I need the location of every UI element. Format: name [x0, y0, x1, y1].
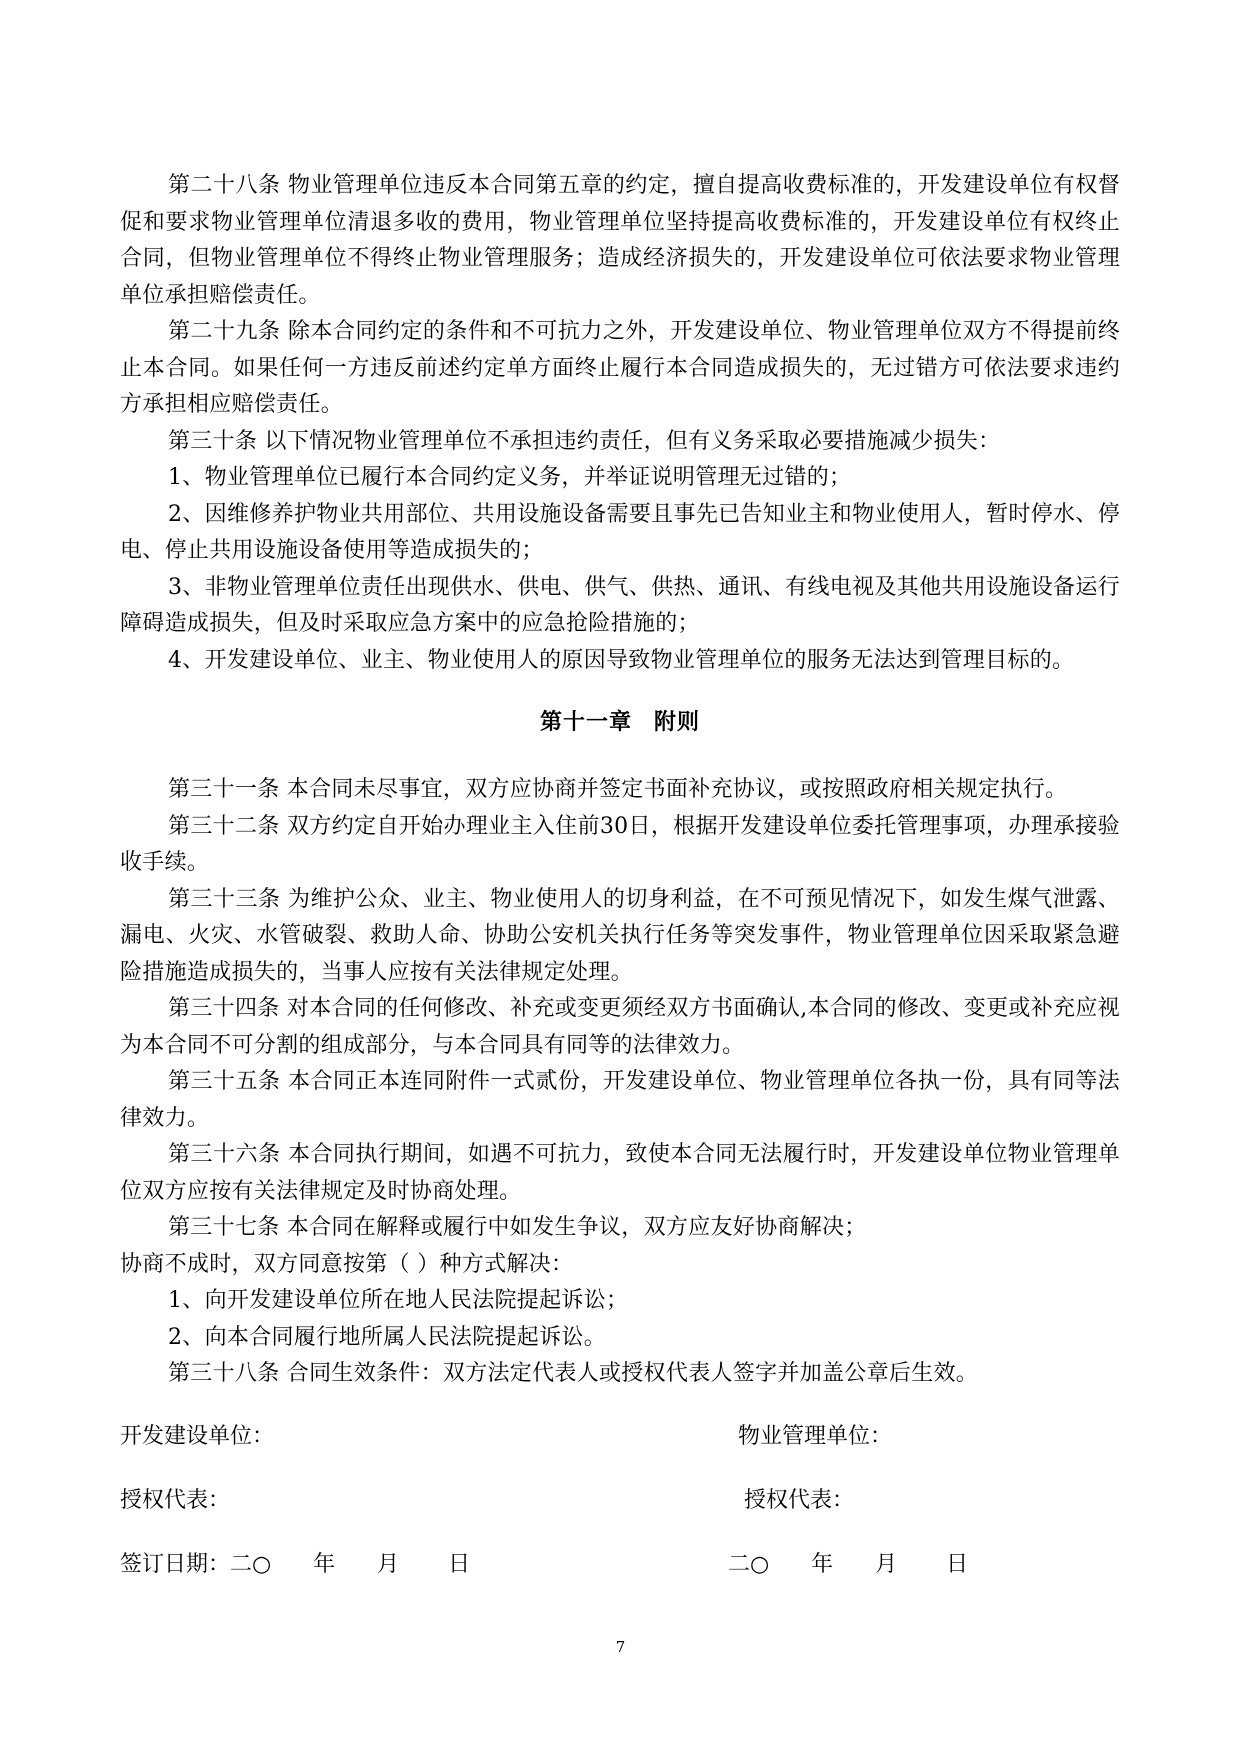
article-38: 第三十八条 合同生效条件：双方法定代表人或授权代表人签字并加盖公章后生效。	[168, 1361, 979, 1386]
page-number: 7	[615, 1638, 626, 1656]
article-32: 第三十二条 双方约定自开始办理业主入住前30日，根据开发建设单位委托管理事项，办理承接验收手续。	[120, 813, 1120, 875]
article-37-option-1: 1、向开发建设单位所在地人民法院提起诉讼；	[168, 1288, 629, 1313]
article-28: 第二十八条 物业管理单位违反本合同第五章的约定，擅自提高收费标准的，开发建设单位有权督促和要求物业管理单位清退多收的费用，物业管理单位坚持提高收费标准的，开发建设单位有权终止合同，但物业管理单位不得终止物业管理服务；造成经济损失的，开发建设单位可依法要求物业管理单位承担赔偿责任。	[120, 173, 1120, 308]
developer-label: 开发建设单位：	[120, 1424, 275, 1449]
article-36: 第三十六条 本合同执行期间，如遇不可抗力，致使本合同无法履行时，开发建设单位物业管理单位双方应按有关法律规定及时协商处理。	[120, 1142, 1120, 1204]
property-manager-label: 物业管理单位：	[738, 1424, 893, 1449]
chapter-heading	[120, 703, 1120, 743]
article-34: 第三十四条 对本合同的任何修改、补充或变更须经双方书面确认,本合同的修改、变更或补充应视为本合同不可分割的组成部分，与本合同具有同等的法律效力。	[120, 996, 1120, 1058]
article-37-option-2: 2、向本合同履行地所属人民法院提起诉讼。	[168, 1324, 606, 1350]
contract-body	[120, 168, 1120, 1393]
article-37-continued: 协商不成时，双方同意按第（ ）种方式解决：	[120, 1251, 574, 1277]
article-30-item-3: 3、非物业管理单位责任出现供水、供电、供气、供热、通讯、有线电视及其他共用设施设备运行障碍造成损失，但及时采取应急方案中的应急抢险措施的；	[120, 574, 1120, 636]
article-30-item-1: 1、物业管理单位已履行本合同约定义务，并举证说明管理无过错的；	[168, 465, 852, 490]
chapter-title: 附则	[654, 710, 701, 735]
article-30-item-4: 4、开发建设单位、业主、物业使用人的原因导致物业管理单位的服务无法达到管理目标的。	[168, 647, 1075, 673]
article-33: 第三十三条 为维护公众、业主、物业使用人的切身利益，在不可预见情况下，如发生煤气泄露、漏电、火灾、水管破裂、救助人命、协助公安机关执行任务等突发事件，物业管理单位因采取紧急避险措施造成损失的，当事人应按有关法律规定处理。	[120, 886, 1120, 985]
article-31: 第三十一条 本合同未尽事宜，双方应协商并签定书面补充协议，或按照政府相关规定执行。	[168, 777, 1068, 802]
manager-sign-date: 二○ 年 月 日	[728, 1552, 969, 1577]
developer-sign-date: 签订日期：二○ 年 月 日	[120, 1552, 471, 1577]
manager-rep-label: 授权代表：	[744, 1488, 855, 1513]
article-29: 第二十九条 除本合同约定的条件和不可抗力之外，开发建设单位、物业管理单位双方不得提前终止本合同。如果任何一方违反前述约定单方面终止履行本合同造成损失的，无过错方可依法要求违约方承担相应赔偿责任。	[120, 319, 1120, 417]
article-30-item-2: 2、因维修养护物业共用部位、共用设施设备需要且事先已告知业主和物业使用人，暂时停水、停电、停止共用设施设备使用等造成损失的；	[120, 501, 1120, 563]
article-35: 第三十五条 本合同正本连同附件一式贰份，开发建设单位、物业管理单位各执一份，具有同等法律效力。	[120, 1069, 1120, 1131]
chapter-number: 第十一章	[539, 710, 632, 735]
developer-rep-label: 授权代表：	[120, 1488, 231, 1513]
article-37: 第三十七条 本合同在解释或履行中如发生争议，双方应友好协商解决；	[168, 1215, 867, 1240]
article-30: 第三十条 以下情况物业管理单位不承担违约责任，但有义务采取必要措施减少损失：	[168, 428, 1001, 454]
